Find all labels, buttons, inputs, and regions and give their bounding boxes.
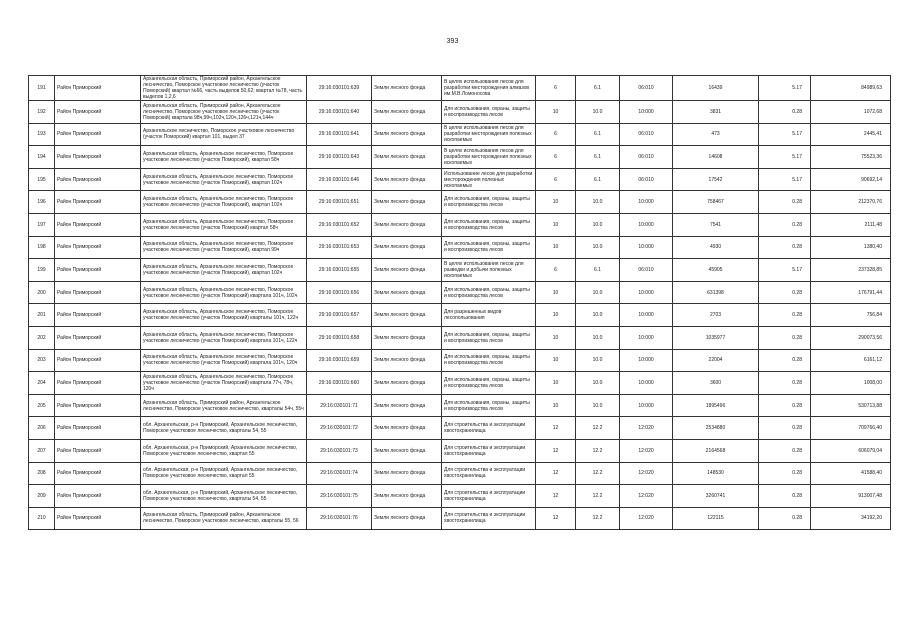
use-code-cell: 10 [536, 191, 576, 214]
cadastral-value-cell: 1072,68 [811, 101, 891, 124]
classifier-code-cell: 10:000 [620, 236, 673, 259]
permitted-use-cell: Для использования, охраны, защиты и воспроизводства лесов [442, 281, 536, 304]
rate-cell: 0.28 [759, 281, 811, 304]
permitted-use-cell: Для строительства и эксплуатации хвостохранилища [442, 507, 536, 530]
land-category-cell: Земли лесного фонда [372, 123, 442, 146]
land-registry-table [28, 75, 891, 530]
use-subcode-cell: 10.0 [576, 213, 620, 236]
cadastral-number-cell: 29:16:030101:657 [307, 304, 372, 327]
area-cell: 3831 [673, 101, 759, 124]
area-cell: 16439 [673, 76, 759, 101]
table-row [29, 123, 891, 146]
cadastral-number-cell: 29:16:030101:652 [307, 213, 372, 236]
use-subcode-cell: 12.2 [576, 439, 620, 462]
use-subcode-cell: 6.1 [576, 259, 620, 282]
classifier-code-cell: 06:010 [620, 146, 673, 169]
permitted-use-cell: В целях использования лесов для разработки месторождения алмазов им.М.В.Ломоносова [442, 76, 536, 101]
location-cell: Архангельская область, Архангельское лесничество, Поморское участковое лесничество (участок Поморский) кварталы 101ч, 122ч [141, 304, 307, 327]
classifier-code-cell: 06:010 [620, 168, 673, 191]
permitted-use-cell: Для использования, охраны, защиты и воспроизводства лесов [442, 236, 536, 259]
cadastral-number-cell: 29:16:030101:75 [307, 485, 372, 508]
rate-cell: 0.28 [759, 394, 811, 417]
use-subcode-cell: 10.0 [576, 372, 620, 395]
cadastral-value-cell: 756,84 [811, 304, 891, 327]
permitted-use-cell: Для строительства и эксплуатации хвостохранилища [442, 417, 536, 440]
use-subcode-cell: 10.0 [576, 236, 620, 259]
table-row [29, 372, 891, 395]
row-number-cell: 201 [29, 304, 55, 327]
land-category-cell: Земли лесного фонда [372, 417, 442, 440]
location-cell: Архангельская область, Архангельское лесничество, Поморское участковое лесничество (участок Поморский), квартал 102ч [141, 168, 307, 191]
classifier-code-cell: 10:000 [620, 281, 673, 304]
land-category-cell: Земли лесного фонда [372, 259, 442, 282]
cadastral-number-cell: 29:16:030101:655 [307, 259, 372, 282]
location-cell: обл. Архангельская, р-н Приморский, Архангельское лесничество, Поморское участковое лесничество, квартал 55 [141, 439, 307, 462]
rate-cell: 5.17 [759, 146, 811, 169]
cadastral-number-cell: 29:16:030101:651 [307, 191, 372, 214]
area-cell: 4930 [673, 236, 759, 259]
use-subcode-cell: 6.1 [576, 123, 620, 146]
cadastral-number-cell: 29:16:030101:73 [307, 439, 372, 462]
use-subcode-cell: 10.0 [576, 101, 620, 124]
location-cell: Архангельская область, Архангельское лесничество, Поморское участковое лесничество (участок Поморский) квартала 101ч, 120ч [141, 349, 307, 372]
location-cell: Архангельская область, Приморский район, Архангельское лесничество, Поморское участковое лесничество (участок Поморский) квартал №66, часть выделов 50,62; квартал №78, часть выделов 1,2,6 [141, 76, 307, 101]
cadastral-value-cell: 41588,40 [811, 462, 891, 485]
rate-cell: 0.28 [759, 191, 811, 214]
area-cell: 2534880 [673, 417, 759, 440]
rate-cell: 0.28 [759, 485, 811, 508]
permitted-use-cell: Для использования, охраны, защиты и воспроизводства лесов [442, 101, 536, 124]
cadastral-value-cell: 1380,40 [811, 236, 891, 259]
area-cell: 758467 [673, 191, 759, 214]
cadastral-number-cell: 29:16:030101:640 [307, 101, 372, 124]
use-subcode-cell: 6.1 [576, 146, 620, 169]
permitted-use-cell: Использование лесов для разработки месторождения полезных ископаемых [442, 168, 536, 191]
rate-cell: 0.28 [759, 439, 811, 462]
cadastral-value-cell: 913007,48 [811, 485, 891, 508]
use-subcode-cell: 10.0 [576, 304, 620, 327]
use-code-cell: 10 [536, 372, 576, 395]
row-number-cell: 194 [29, 146, 55, 169]
rate-cell: 0.28 [759, 236, 811, 259]
use-subcode-cell: 10.0 [576, 349, 620, 372]
location-cell: Архангельская область, Архангельское лесничество, Поморское участковое лесничество (участок Поморский), квартал 58ч [141, 146, 307, 169]
use-code-cell: 6 [536, 123, 576, 146]
row-number-cell: 205 [29, 394, 55, 417]
location-cell: Архангельская область, Приморский район, Архангельское лесничество, Поморское участковое лесничество, кварталы 55, 56 [141, 507, 307, 530]
land-category-cell: Земли лесного фонда [372, 76, 442, 101]
rate-cell: 0.28 [759, 101, 811, 124]
permitted-use-cell: В целях использования лесов для разработки месторождения полезных ископаемых [442, 146, 536, 169]
table-row [29, 76, 891, 101]
area-cell: 22004 [673, 349, 759, 372]
row-number-cell: 202 [29, 326, 55, 349]
land-category-cell: Земли лесного фонда [372, 326, 442, 349]
table-row [29, 349, 891, 372]
location-cell: Архангельская область, Архангельское лесничество, Поморское участковое лесничество (участок Поморский), квартал 99ч [141, 236, 307, 259]
cadastral-value-cell: 90692,14 [811, 168, 891, 191]
permitted-use-cell: Для использования, охраны, защиты и воспроизводства лесов [442, 326, 536, 349]
location-cell: Архангельская область, Приморский район, Архангельское лесничество, Поморское участковое лесничество (участок Поморский) квартала 98ч,99ч,102ч,120ч,126ч,121ч,144ч [141, 101, 307, 124]
use-subcode-cell: 12.2 [576, 462, 620, 485]
classifier-code-cell: 12:020 [620, 417, 673, 440]
cadastral-value-cell: 2111,48 [811, 213, 891, 236]
location-cell: Архангельская область, Архангельское лесничество, Поморское участковое лесничество (участок Поморский), квартал 102ч [141, 259, 307, 282]
region-cell: Район Приморский [55, 76, 141, 101]
row-number-cell: 207 [29, 439, 55, 462]
cadastral-number-cell: 29:16:030101:639 [307, 76, 372, 101]
rate-cell: 5.17 [759, 259, 811, 282]
land-category-cell: Земли лесного фонда [372, 191, 442, 214]
use-subcode-cell: 6.1 [576, 76, 620, 101]
use-code-cell: 12 [536, 485, 576, 508]
use-code-cell: 6 [536, 168, 576, 191]
rate-cell: 0.28 [759, 462, 811, 485]
table-body [29, 76, 891, 530]
rate-cell: 0.28 [759, 326, 811, 349]
row-number-cell: 191 [29, 76, 55, 101]
land-category-cell: Земли лесного фонда [372, 462, 442, 485]
permitted-use-cell: Для строительства и эксплуатации хвостохранилища [442, 462, 536, 485]
permitted-use-cell: Для разрешенных видов лесопользования [442, 304, 536, 327]
cadastral-value-cell: 1008,00 [811, 372, 891, 395]
permitted-use-cell: Для использования, охраны, защиты и воспроизводства лесов [442, 372, 536, 395]
cadastral-value-cell: 237328,85 [811, 259, 891, 282]
permitted-use-cell: Для строительства и эксплуатации хвостохранилища [442, 439, 536, 462]
cadastral-number-cell: 29:16:030101:72 [307, 417, 372, 440]
use-subcode-cell: 12.2 [576, 417, 620, 440]
rate-cell: 0.28 [759, 304, 811, 327]
permitted-use-cell: В целях использования лесов для разведки и добычи полезных ископаемых [442, 259, 536, 282]
cadastral-number-cell: 29:16:030101:71 [307, 394, 372, 417]
land-category-cell: Земли лесного фонда [372, 349, 442, 372]
location-cell: Архангельская область, Архангельское лесничество, Поморское участковое лесничество (участок Поморский), квартал 102ч [141, 191, 307, 214]
cadastral-number-cell: 29:16:030101:74 [307, 462, 372, 485]
table-row [29, 281, 891, 304]
row-number-cell: 209 [29, 485, 55, 508]
table-row [29, 168, 891, 191]
table-row [29, 146, 891, 169]
table-row [29, 439, 891, 462]
rate-cell: 5.17 [759, 123, 811, 146]
cadastral-number-cell: 29:16:030101:643 [307, 146, 372, 169]
classifier-code-cell: 10:000 [620, 372, 673, 395]
land-category-cell: Земли лесного фонда [372, 485, 442, 508]
cadastral-value-cell: 530713,88 [811, 394, 891, 417]
classifier-code-cell: 10:000 [620, 326, 673, 349]
classifier-code-cell: 10:000 [620, 213, 673, 236]
cadastral-value-cell: 2445,41 [811, 123, 891, 146]
rate-cell: 0.28 [759, 213, 811, 236]
page-number: 393 [446, 38, 459, 45]
cadastral-number-cell: 29:16:030101:659 [307, 349, 372, 372]
land-category-cell: Земли лесного фонда [372, 304, 442, 327]
location-cell: Архангельская область, Приморский район, Архангельское лесничество, Поморское участковое лесничество, кварталы 54ч, 55ч [141, 394, 307, 417]
area-cell: 14608 [673, 146, 759, 169]
region-cell: Район Приморский [55, 304, 141, 327]
use-code-cell: 10 [536, 326, 576, 349]
cadastral-number-cell: 29:16:030101:660 [307, 372, 372, 395]
region-cell: Район Приморский [55, 326, 141, 349]
area-cell: 1895496 [673, 394, 759, 417]
cadastral-value-cell: 212370,76 [811, 191, 891, 214]
use-code-cell: 12 [536, 507, 576, 530]
area-cell: 473 [673, 123, 759, 146]
classifier-code-cell: 10:000 [620, 304, 673, 327]
use-subcode-cell: 6.1 [576, 168, 620, 191]
region-cell: Район Приморский [55, 372, 141, 395]
land-category-cell: Земли лесного фонда [372, 146, 442, 169]
row-number-cell: 200 [29, 281, 55, 304]
area-cell: 3260741 [673, 485, 759, 508]
region-cell: Район Приморский [55, 417, 141, 440]
classifier-code-cell: 12:020 [620, 485, 673, 508]
rate-cell: 0.28 [759, 372, 811, 395]
location-cell: Архангельская область, Архангельское лесничество, Поморское участковое лесничество (участок Поморский) квартала 101ч, 102ч [141, 281, 307, 304]
rate-cell: 0.28 [759, 507, 811, 530]
land-category-cell: Земли лесного фонда [372, 372, 442, 395]
area-cell: 17542 [673, 168, 759, 191]
permitted-use-cell: В целях использования лесов для разработки месторождения полезных ископаемых [442, 123, 536, 146]
classifier-code-cell: 10:000 [620, 394, 673, 417]
area-cell: 3600 [673, 372, 759, 395]
land-category-cell: Земли лесного фонда [372, 507, 442, 530]
row-number-cell: 204 [29, 372, 55, 395]
table-row [29, 485, 891, 508]
row-number-cell: 197 [29, 213, 55, 236]
use-code-cell: 6 [536, 146, 576, 169]
region-cell: Район Приморский [55, 462, 141, 485]
land-category-cell: Земли лесного фонда [372, 236, 442, 259]
row-number-cell: 199 [29, 259, 55, 282]
use-subcode-cell: 12.2 [576, 507, 620, 530]
classifier-code-cell: 10:000 [620, 101, 673, 124]
use-code-cell: 10 [536, 101, 576, 124]
cadastral-number-cell: 29:16:030101:653 [307, 236, 372, 259]
rate-cell: 5.17 [759, 76, 811, 101]
use-code-cell: 10 [536, 394, 576, 417]
row-number-cell: 196 [29, 191, 55, 214]
region-cell: Район Приморский [55, 507, 141, 530]
location-cell: обл. Архангельская, р-н Приморский, Архангельское лесничество, Поморское участковое лесничество, квартал 55 [141, 462, 307, 485]
row-number-cell: 210 [29, 507, 55, 530]
use-subcode-cell: 10.0 [576, 326, 620, 349]
location-cell: Архангельская область, Архангельское лесничество, Поморское участковое лесничество (участок Поморский) квартала 101ч, 122ч [141, 326, 307, 349]
region-cell: Район Приморский [55, 259, 141, 282]
region-cell: Район Приморский [55, 485, 141, 508]
area-cell: 148530 [673, 462, 759, 485]
cadastral-number-cell: 29:16:030101:646 [307, 168, 372, 191]
row-number-cell: 195 [29, 168, 55, 191]
land-category-cell: Земли лесного фонда [372, 168, 442, 191]
classifier-code-cell: 12:020 [620, 507, 673, 530]
cadastral-value-cell: 290073,56 [811, 326, 891, 349]
table-row [29, 101, 891, 124]
region-cell: Район Приморский [55, 123, 141, 146]
classifier-code-cell: 06:010 [620, 259, 673, 282]
location-cell: обл. Архангельская, р-н Приморский, Архангельское лесничество, Поморское участковое лесничество, кварталы 54, 55 [141, 485, 307, 508]
row-number-cell: 206 [29, 417, 55, 440]
use-code-cell: 6 [536, 76, 576, 101]
classifier-code-cell: 12:020 [620, 439, 673, 462]
row-number-cell: 193 [29, 123, 55, 146]
area-cell: 1035977 [673, 326, 759, 349]
cadastral-value-cell: 709766,40 [811, 417, 891, 440]
rate-cell: 5.17 [759, 168, 811, 191]
land-category-cell: Земли лесного фонда [372, 213, 442, 236]
use-code-cell: 12 [536, 439, 576, 462]
use-subcode-cell: 10.0 [576, 191, 620, 214]
area-cell: 2703 [673, 304, 759, 327]
region-cell: Район Приморский [55, 146, 141, 169]
permitted-use-cell: Для использования, охраны, защиты и воспроизводства лесов [442, 349, 536, 372]
region-cell: Район Приморский [55, 191, 141, 214]
classifier-code-cell: 06:010 [620, 123, 673, 146]
table-row [29, 213, 891, 236]
region-cell: Район Приморский [55, 101, 141, 124]
use-code-cell: 10 [536, 213, 576, 236]
cadastral-number-cell: 29:16:030101:76 [307, 507, 372, 530]
permitted-use-cell: Для строительства и эксплуатации хвостохранилища [442, 485, 536, 508]
cadastral-value-cell: 84989,63 [811, 76, 891, 101]
table-row [29, 417, 891, 440]
table-row [29, 462, 891, 485]
use-subcode-cell: 10.0 [576, 281, 620, 304]
region-cell: Район Приморский [55, 281, 141, 304]
rate-cell: 0.28 [759, 417, 811, 440]
region-cell: Район Приморский [55, 213, 141, 236]
region-cell: Район Приморский [55, 168, 141, 191]
use-code-cell: 6 [536, 259, 576, 282]
row-number-cell: 192 [29, 101, 55, 124]
use-subcode-cell: 12.2 [576, 485, 620, 508]
permitted-use-cell: Для использования, охраны, защиты и воспроизводства лесов [442, 394, 536, 417]
classifier-code-cell: 06:010 [620, 76, 673, 101]
use-code-cell: 12 [536, 462, 576, 485]
table-row [29, 304, 891, 327]
cadastral-number-cell: 29:16:030101:641 [307, 123, 372, 146]
row-number-cell: 203 [29, 349, 55, 372]
location-cell: Архангельская область, Архангельское лесничество, Поморское участковое лесничество (участок Поморский) квартал 58ч [141, 213, 307, 236]
permitted-use-cell: Для использования, охраны, защиты и воспроизводства лесов [442, 191, 536, 214]
region-cell: Район Приморский [55, 236, 141, 259]
use-code-cell: 12 [536, 417, 576, 440]
use-subcode-cell: 10.0 [576, 394, 620, 417]
land-category-cell: Земли лесного фонда [372, 394, 442, 417]
table-row [29, 236, 891, 259]
land-category-cell: Земли лесного фонда [372, 281, 442, 304]
row-number-cell: 198 [29, 236, 55, 259]
use-code-cell: 10 [536, 281, 576, 304]
cadastral-value-cell: 606079,04 [811, 439, 891, 462]
location-cell: Архангельское лесничество, Поморское участковое лесничество (участок Поморский) квартал 101, выдел 37 [141, 123, 307, 146]
cadastral-value-cell: 75523,36 [811, 146, 891, 169]
use-code-cell: 10 [536, 349, 576, 372]
land-category-cell: Земли лесного фонда [372, 439, 442, 462]
cadastral-number-cell: 29:16:030101:658 [307, 326, 372, 349]
cadastral-value-cell: 176791,44 [811, 281, 891, 304]
classifier-code-cell: 12:020 [620, 462, 673, 485]
table-row [29, 507, 891, 530]
use-code-cell: 10 [536, 236, 576, 259]
land-category-cell: Земли лесного фонда [372, 101, 442, 124]
permitted-use-cell: Для использования, охраны, защиты и воспроизводства лесов [442, 213, 536, 236]
table-row [29, 259, 891, 282]
region-cell: Район Приморский [55, 349, 141, 372]
classifier-code-cell: 10:000 [620, 349, 673, 372]
cadastral-number-cell: 29:16:030101:656 [307, 281, 372, 304]
region-cell: Район Приморский [55, 394, 141, 417]
area-cell: 45905 [673, 259, 759, 282]
location-cell: обл. Архангельская, р-н Приморский, Архангельское лесничество, Поморское участковое лесничество, кварталы 54, 55 [141, 417, 307, 440]
location-cell: Архангельская область, Архангельское лесничество, Поморское участковое лесничество (участок Поморский) квартала 77ч, 78ч, 120ч [141, 372, 307, 395]
table-row [29, 191, 891, 214]
classifier-code-cell: 10:000 [620, 191, 673, 214]
area-cell: 2164568 [673, 439, 759, 462]
rate-cell: 0.28 [759, 349, 811, 372]
use-code-cell: 10 [536, 304, 576, 327]
table-row [29, 394, 891, 417]
region-cell: Район Приморский [55, 439, 141, 462]
table-row [29, 326, 891, 349]
row-number-cell: 208 [29, 462, 55, 485]
area-cell: 7541 [673, 213, 759, 236]
area-cell: 631398 [673, 281, 759, 304]
cadastral-value-cell: 34192,20 [811, 507, 891, 530]
area-cell: 122115 [673, 507, 759, 530]
cadastral-value-cell: 6161,12 [811, 349, 891, 372]
